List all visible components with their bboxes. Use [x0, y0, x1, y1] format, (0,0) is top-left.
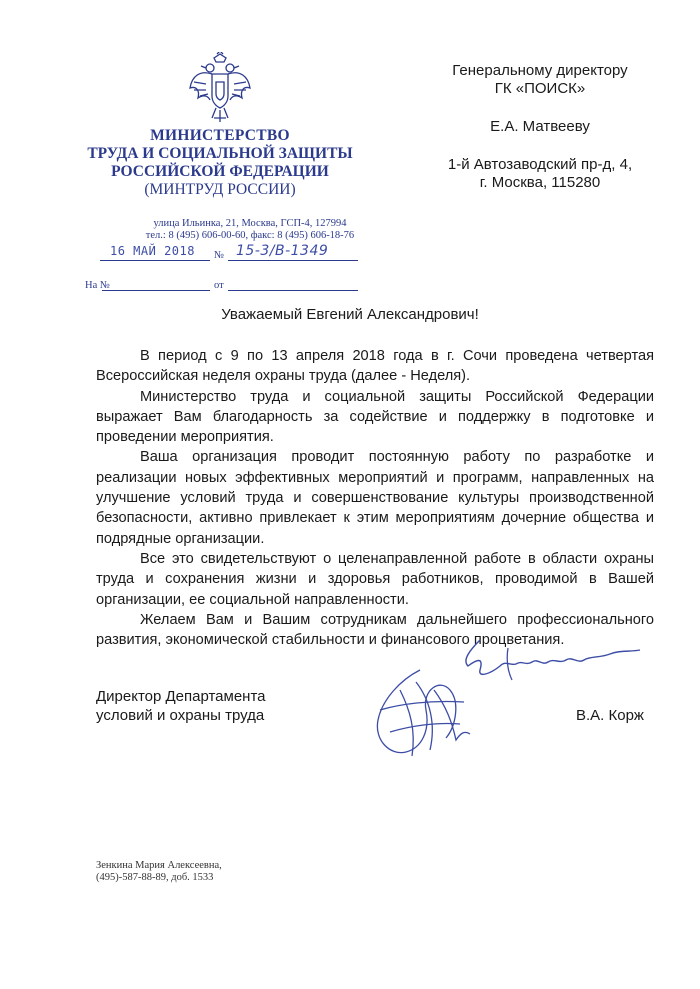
- recipient-position: Генеральному директору: [452, 62, 628, 79]
- body-paragraph: Ваша организация проводит постоянную работу по разработке и реализации новых эффективных мероприятий и программ, направленных на улучшение условий труда и совершенствование культуры производственной безопасности, активно привлекает к этим мероприятиям дочерние общества и подрядные организации.: [96, 449, 654, 547]
- registration-number: 15-3/В-1349: [236, 243, 329, 259]
- reference-date-label: от: [214, 280, 224, 291]
- ministry-name-line3: РОССИЙСКОЙ ФЕДЕРАЦИИ: [111, 163, 329, 180]
- reference-number-label: На №: [85, 280, 110, 291]
- salutation: Уважаемый Евгений Александрович!: [221, 306, 479, 323]
- handwritten-signature: [360, 660, 500, 770]
- signatory-title-line1: Директор Департамента: [96, 688, 266, 705]
- recipient-address-city: г. Москва, 115280: [479, 174, 601, 191]
- signatory-name: В.А. Корж: [576, 707, 644, 724]
- registration-number-line: [228, 260, 358, 261]
- reference-number-line: [102, 290, 210, 291]
- body-paragraph: Министерство труда и социальной защиты Российской Федерации выражает Вам благодарность за содействие и поддержку в подготовке и проведении мероприятия.: [96, 388, 654, 446]
- body-paragraph: Все это свидетельствуют о целенаправленной работе в области охраны труда и сохранения жизни и здоровья работников, проводимой в Вашей организации, ее социальной направленности.: [96, 550, 654, 608]
- registration-number-label: №: [214, 250, 225, 261]
- coat-of-arms-icon: [186, 52, 254, 124]
- ministry-name-line2: ТРУДА И СОЦИАЛЬНОЙ ЗАЩИТЫ: [87, 145, 353, 162]
- letter-body: [96, 346, 654, 650]
- reference-date-line: [228, 290, 358, 291]
- body-paragraph: В период с 9 по 13 апреля 2018 года в г. Сочи проведена четвертая Всероссийская неделя охраны труда (далее - Неделя).: [96, 348, 654, 385]
- registration-date-line: [100, 260, 210, 261]
- ministry-short-name: (МИНТРУД РОССИИ): [144, 181, 296, 198]
- executor-phone: (495)-587-88-89, доб. 1533: [96, 872, 214, 883]
- ministry-address: улица Ильинка, 21, Москва, ГСП-4, 127994: [153, 218, 347, 229]
- recipient-company: ГК «ПОИСК»: [494, 80, 586, 97]
- executor-name: Зенкина Мария Алексеевна,: [96, 860, 222, 871]
- recipient-address-street: 1-й Автозаводский пр-д, 4,: [447, 156, 633, 173]
- recipient-name: Е.А. Матвееву: [490, 118, 590, 135]
- signatory-title-line2: условий и охраны труда: [96, 707, 265, 724]
- registration-date-stamp: 16 МАЙ 2018: [110, 244, 195, 258]
- body-paragraph: Желаем Вам и Вашим сотрудникам дальнейшего профессионального развития, экономической стабильности и финансового процветания.: [96, 611, 654, 649]
- ministry-contacts: тел.: 8 (495) 606-00-60, факс: 8 (495) 606-18-76: [145, 230, 355, 241]
- ministry-name-line1: МИНИСТЕРСТВО: [150, 127, 290, 144]
